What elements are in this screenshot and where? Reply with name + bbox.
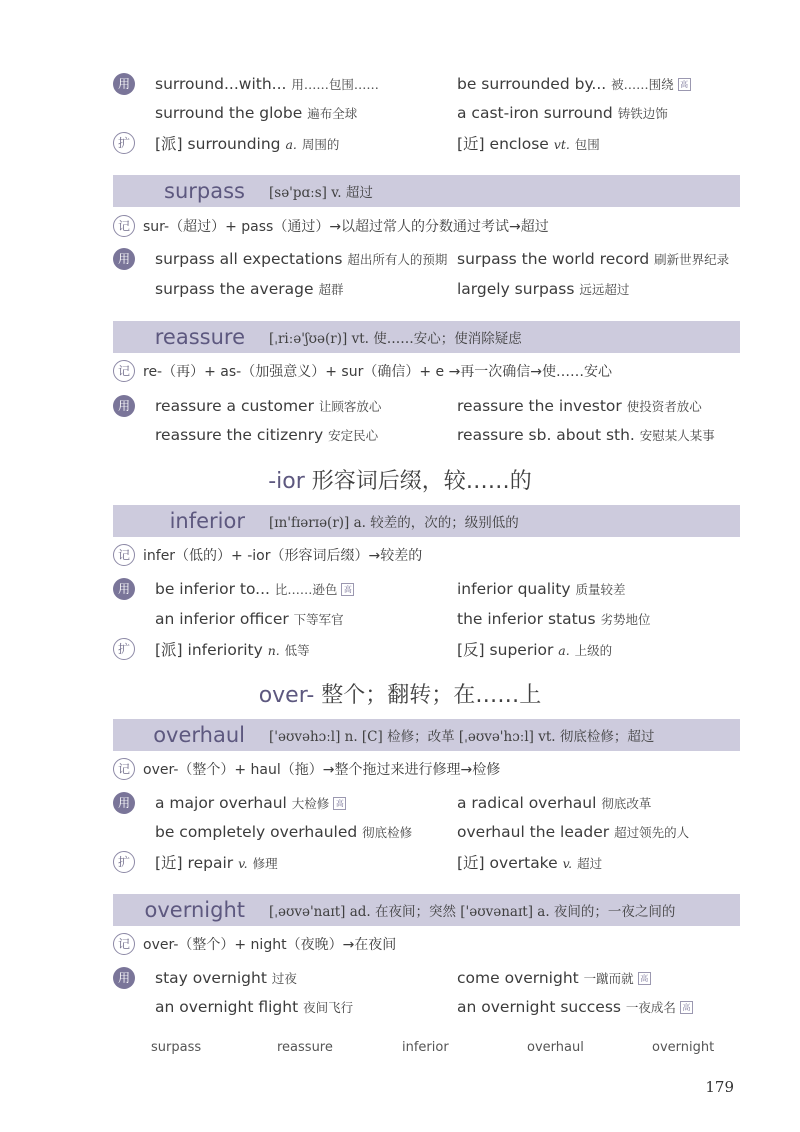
definition: [ˌəʊvə'naɪt] ad. 在夜间；突然 ['əʊvənaɪt] a. 夜间的；一夜之间的 [269, 904, 676, 920]
usage-phrase: surround...with... 用……包围…… [155, 75, 379, 93]
exam-mark-icon: 高 [341, 583, 354, 596]
section-title: over- 整个；翻转；在……上 [258, 683, 542, 708]
review-word: reassure [277, 1040, 333, 1055]
usage-phrase: reassure a customer 让顾客放心 [155, 397, 382, 415]
usage-phrase: come overnight 一蹴而就 高 [457, 969, 651, 987]
memory-icon: 记 [113, 758, 135, 780]
exam-mark-icon: 高 [333, 797, 346, 810]
memory-icon: 记 [113, 360, 135, 382]
usage-phrase: surpass the average 超群 [155, 280, 344, 298]
synonym-word: [近] overtake v. 超过 [457, 854, 603, 872]
usage-row [113, 70, 740, 98]
usage-row [113, 818, 740, 846]
usage-phrase: the inferior status 劣势地位 [457, 610, 651, 628]
usage-row [113, 275, 740, 303]
usage-icon: 用 [113, 792, 135, 814]
entry-header-overhaul [113, 719, 740, 751]
usage-phrase: stay overnight 过夜 [155, 969, 297, 987]
page-number: 179 [705, 1078, 734, 1096]
exam-mark-icon: 高 [638, 972, 651, 985]
extension-row [113, 848, 740, 876]
usage-row [113, 245, 740, 273]
usage-row [113, 421, 740, 449]
headword: reassure [154, 325, 245, 349]
etymology: over-（整个）+ haul（拖）→整个拖过来进行修理→检修 [143, 762, 501, 778]
usage-row [113, 99, 740, 127]
extension-icon: 扩 [113, 132, 135, 154]
usage-icon: 用 [113, 248, 135, 270]
usage-row [113, 789, 740, 817]
definition: [sə'pɑːs] v. 超过 [269, 185, 373, 201]
usage-icon: 用 [113, 578, 135, 600]
extension-icon: 扩 [113, 851, 135, 873]
usage-icon: 用 [113, 967, 135, 989]
usage-phrase: be surrounded by... 被……围绕 高 [457, 75, 691, 93]
usage-phrase: a major overhaul 大检修 高 [155, 794, 346, 812]
review-word: inferior [402, 1040, 449, 1055]
headword: inferior [169, 509, 245, 533]
usage-phrase: a radical overhaul 彻底改革 [457, 794, 652, 812]
entry-header-inferior [113, 505, 740, 537]
etymology: infer（低的）+ -ior（形容词后缀）→较差的 [143, 548, 423, 564]
usage-phrase: surround the globe 遍布全球 [155, 104, 358, 122]
derived-word: [派] inferiority n. 低等 [155, 641, 310, 659]
memory-row [113, 357, 740, 385]
exam-mark-icon: 高 [680, 1001, 693, 1014]
entry-header-surpass [113, 175, 740, 207]
extension-row [113, 129, 740, 157]
entry-header-reassure [113, 321, 740, 353]
usage-icon: 用 [113, 395, 135, 417]
usage-phrase: an inferior officer 下等军官 [155, 610, 344, 628]
usage-phrase: reassure sb. about sth. 安慰某人某事 [457, 426, 715, 444]
definition: [ɪn'fɪərɪə(r)] a. 较差的，次的；级别低的 [269, 515, 519, 531]
memory-row [113, 755, 740, 783]
usage-phrase: be completely overhauled 彻底检修 [155, 823, 413, 841]
derived-word: [派] surrounding a. 周围的 [155, 135, 340, 153]
antonym-word: [反] superior a. 上级的 [457, 641, 613, 659]
usage-phrase: largely surpass 远远超过 [457, 280, 630, 298]
review-word: overnight [652, 1040, 715, 1055]
exam-mark-icon: 高 [678, 78, 691, 91]
section-title: -ior 形容词后缀，较……的 [268, 469, 532, 494]
usage-phrase: reassure the citizenry 安定民心 [155, 426, 379, 444]
synonym-word: [近] enclose vt. 包围 [457, 135, 600, 153]
usage-phrase: a cast-iron surround 铸铁边饰 [457, 104, 668, 122]
usage-row [113, 605, 740, 633]
memory-row [113, 541, 740, 569]
headword: overhaul [153, 723, 245, 747]
usage-phrase: overhaul the leader 超过领先的人 [457, 823, 690, 841]
review-word: surpass [151, 1040, 202, 1055]
headword: surpass [164, 179, 245, 203]
usage-row [113, 964, 740, 992]
definition: ['əʊvəhɔːl] n. [C] 检修；改革 [ˌəʊvə'hɔːl] vt. 彻底检修；超过 [269, 729, 655, 745]
headword: overnight [144, 898, 245, 922]
usage-row [113, 392, 740, 420]
usage-phrase: be inferior to... 比……逊色 高 [155, 580, 354, 598]
memory-row [113, 930, 740, 958]
etymology: sur-（超过）+ pass（通过）→以超过常人的分数通过考试→超过 [143, 219, 549, 235]
definition: [ˌriːə'ʃʊə(r)] vt. 使……安心；使消除疑虑 [269, 331, 522, 347]
etymology: re-（再）+ as-（加强意义）+ sur（确信）+ e →再一次确信→使……安心 [143, 364, 613, 380]
usage-row [113, 993, 740, 1021]
usage-icon: 用 [113, 73, 135, 95]
review-word-strip [0, 1040, 800, 1064]
etymology: over-（整个）+ night（夜晚）→在夜间 [143, 937, 397, 953]
synonym-word: [近] repair v. 修理 [155, 854, 278, 872]
usage-row [113, 575, 740, 603]
usage-phrase: inferior quality 质量较差 [457, 580, 626, 598]
extension-row [113, 635, 740, 663]
memory-icon: 记 [113, 933, 135, 955]
usage-phrase: an overnight flight 夜间飞行 [155, 998, 354, 1016]
memory-icon: 记 [113, 215, 135, 237]
review-word: overhaul [527, 1040, 584, 1055]
usage-phrase: surpass all expectations 超出所有人的预期 [155, 250, 448, 268]
usage-phrase: reassure the investor 使投资者放心 [457, 397, 702, 415]
memory-row [113, 212, 740, 240]
usage-phrase: surpass the world record 刷新世界纪录 [457, 250, 730, 268]
entry-header-overnight [113, 894, 740, 926]
extension-icon: 扩 [113, 638, 135, 660]
memory-icon: 记 [113, 544, 135, 566]
usage-phrase: an overnight success 一夜成名 高 [457, 998, 693, 1016]
